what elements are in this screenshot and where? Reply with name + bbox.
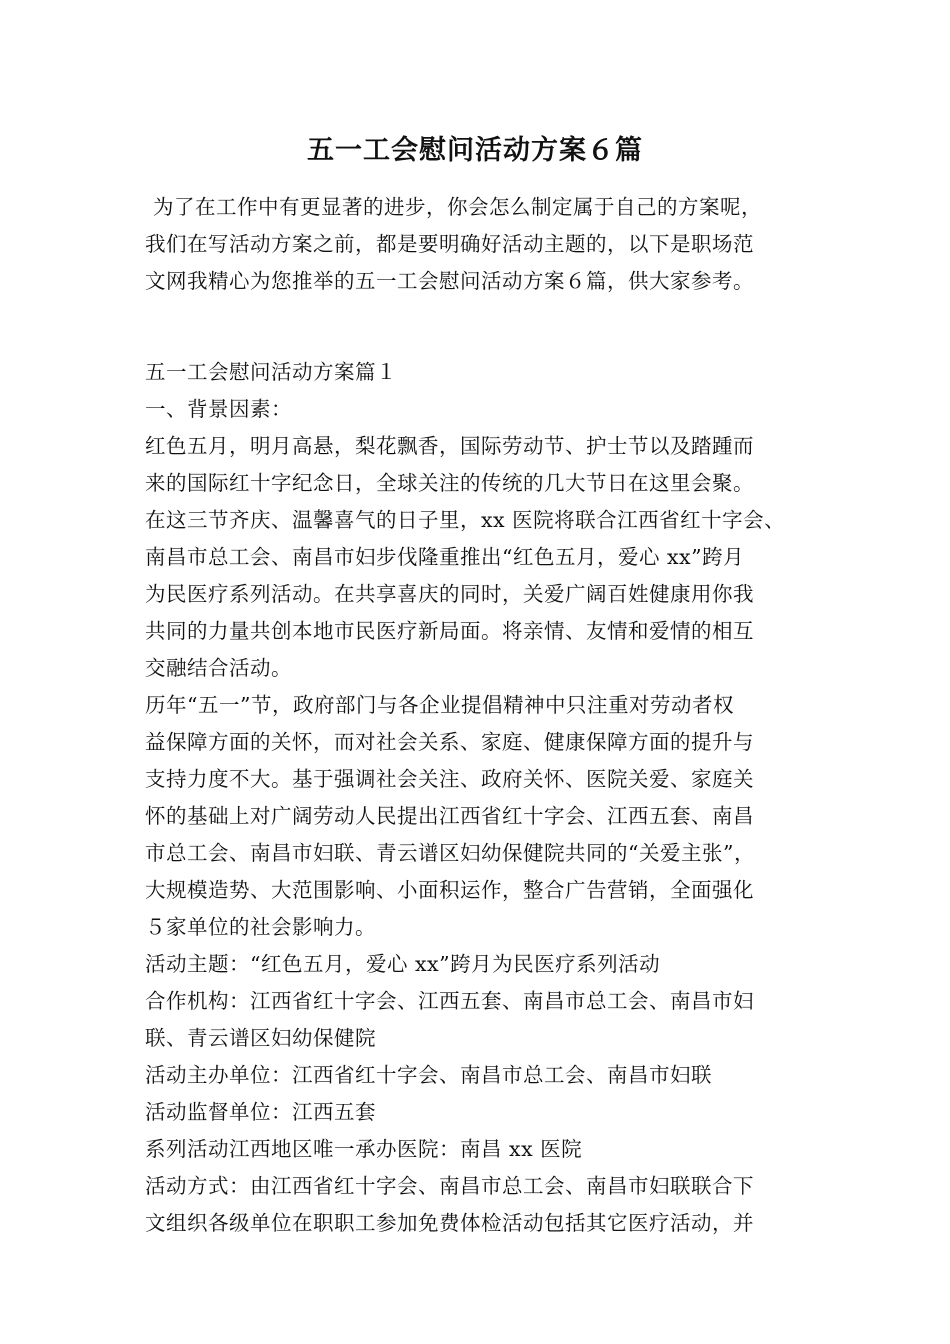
intro-line: 文网我精心为您推举的五一工会慰问活动方案６篇，供大家参考。 [145, 269, 754, 293]
body-line: 活动方式：由江西省红十字会、南昌市总工会、南昌市妇联联合下 [145, 1174, 754, 1198]
body-line: 怀的基础上对广阔劳动人民提出江西省红十字会、江西五套、南昌 [145, 804, 754, 828]
body-line: 活动监督单位：江西五套 [145, 1100, 376, 1124]
body-line: 在这三节齐庆、温馨喜气的日子里，xx 医院将联合江西省红十字会、 [145, 508, 786, 532]
body-line: 来的国际红十字纪念日，全球关注的传统的几大节日在这里会聚。 [145, 471, 754, 495]
intro-line: 我们在写活动方案之前，都是要明确好活动主题的，以下是职场范 [145, 232, 754, 256]
document-title: 五一工会慰问活动方案６篇 [307, 135, 643, 166]
body-line: 市总工会、南昌市妇联、青云谱区妇幼保健院共同的“关爱主张”， [145, 841, 755, 865]
body-line: 活动主办单位：江西省红十字会、南昌市总工会、南昌市妇联 [145, 1063, 712, 1087]
section-heading: 五一工会慰问活动方案篇１ [145, 360, 397, 384]
body-line: 红色五月，明月高悬，梨花飘香，国际劳动节、护士节以及踏踵而 [145, 434, 754, 458]
body-line: 南昌市总工会、南昌市妇步伐隆重推出“红色五月，爱心 xx”跨月 [145, 545, 745, 569]
body-line: 历年“五一”节，政府部门与各企业提倡精神中只注重对劳动者权 [145, 693, 734, 717]
body-line: 为民医疗系列活动。在共享喜庆的同时，关爱广阔百姓健康用你我 [145, 582, 754, 606]
body-line: 系列活动江西地区唯一承办医院：南昌 xx 医院 [145, 1137, 583, 1161]
body-line: 大规模造势、大范围影响、小面积运作，整合广告营销，全面强化 [145, 878, 754, 902]
body-line: 合作机构：江西省红十字会、江西五套、南昌市总工会、南昌市妇 [145, 989, 754, 1013]
body-line: 益保障方面的关怀，而对社会关系、家庭、健康保障方面的提升与 [145, 730, 754, 754]
intro-line: 为了在工作中有更显著的进步，你会怎么制定属于自己的方案呢， [153, 195, 762, 219]
body-line: 联、青云谱区妇幼保健院 [145, 1026, 376, 1050]
subsection-heading: 一、背景因素： [145, 397, 292, 421]
body-line: 支持力度不大。基于强调社会关注、政府关怀、医院关爱、家庭关 [145, 767, 754, 791]
body-line: 文组织各级单位在职职工参加免费体检活动包括其它医疗活动，并 [145, 1211, 754, 1235]
body-line: 共同的力量共创本地市民医疗新局面。将亲情、友情和爱情的相互 [145, 619, 754, 643]
body-line: 交融结合活动。 [145, 656, 292, 680]
paragraph-gap [145, 300, 835, 354]
body-line: 活动主题：“红色五月，爱心 xx”跨月为民医疗系列活动 [145, 952, 661, 976]
document-body [145, 189, 835, 1242]
body-line: ５家单位的社会影响力。 [145, 915, 376, 939]
